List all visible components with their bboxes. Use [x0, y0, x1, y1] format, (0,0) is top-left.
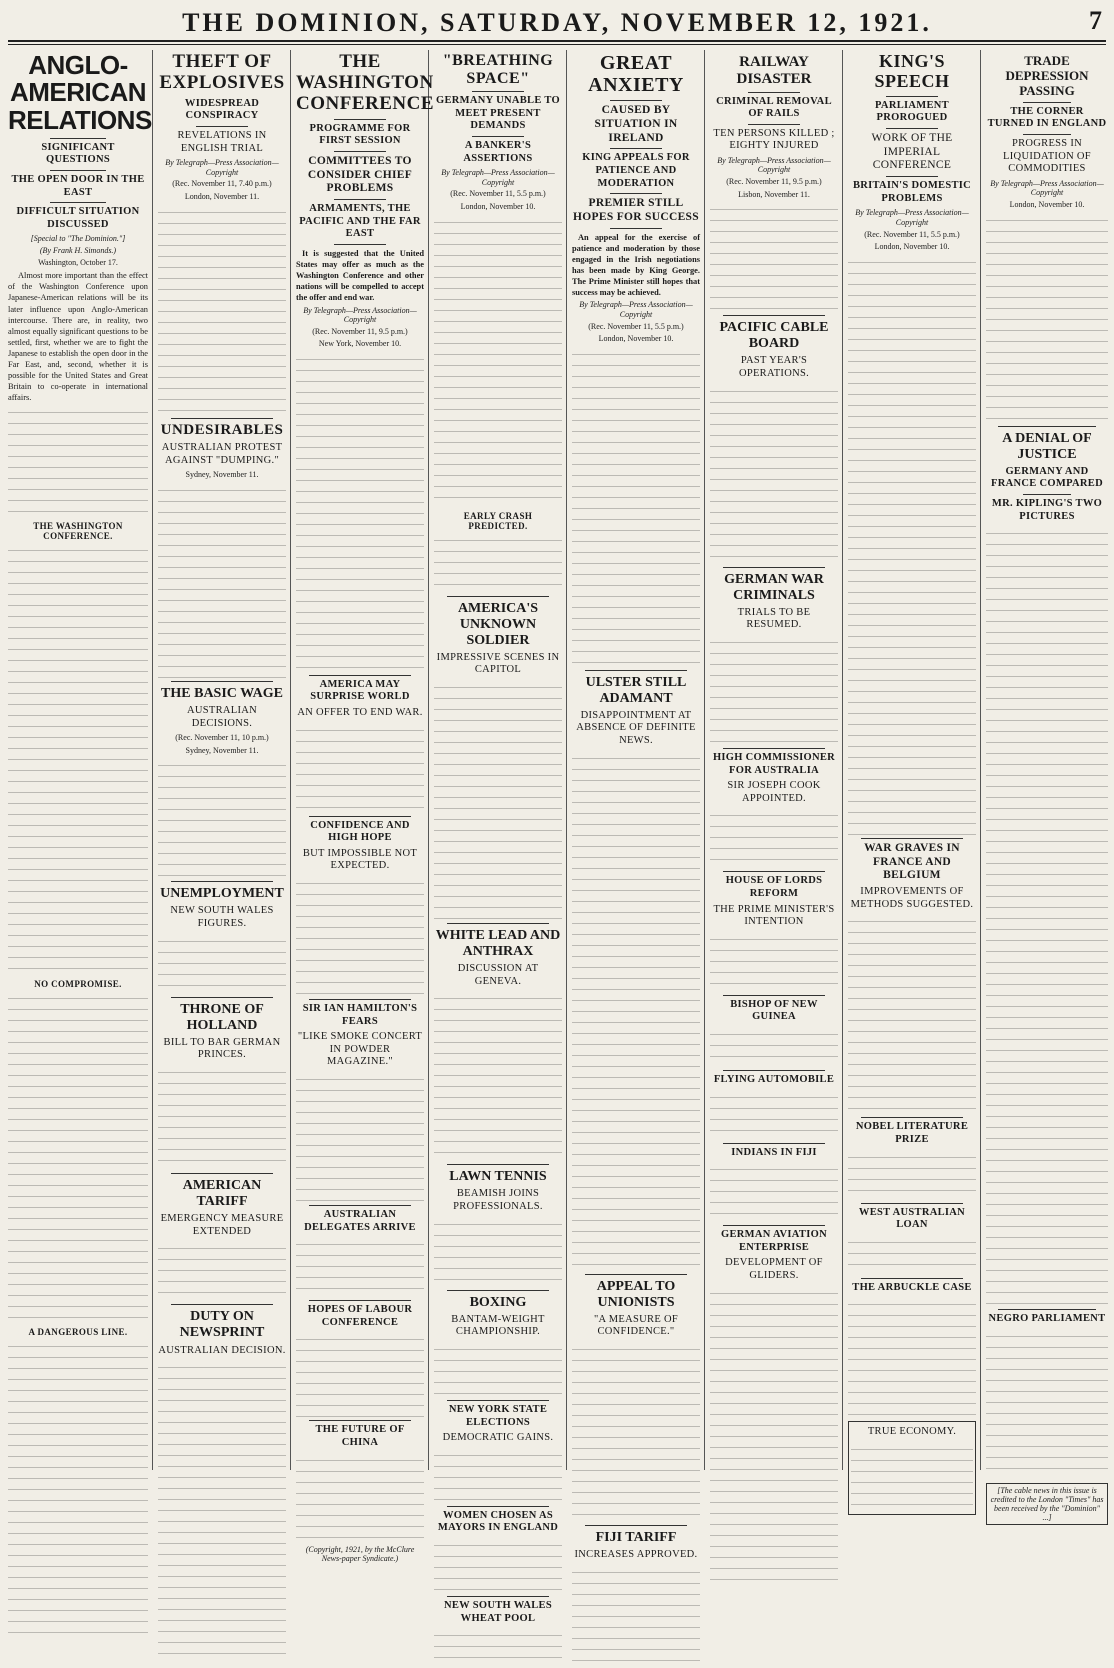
subhead: COMMITTEES TO CONSIDER CHIEF PROBLEMS [307, 154, 413, 195]
article-text-block [8, 543, 148, 973]
column-rule [566, 50, 567, 1470]
subhead: DIFFICULT SITUATION DISCUSSED [16, 206, 140, 230]
article-text-block [986, 213, 1108, 423]
article-text-block [710, 932, 838, 992]
subhead: PREMIER STILL HOPES FOR SUCCESS [573, 197, 699, 223]
article-text-block [158, 1360, 286, 1660]
article-text-block [572, 751, 700, 1271]
headline-flying-automobile: FLYING AUTOMOBILE [713, 1073, 835, 1085]
article-text-block [296, 1237, 424, 1297]
column-1 [4, 50, 152, 1470]
headline-kings-speech: KING'S SPEECH [874, 51, 950, 91]
subhead: IMPROVEMENTS OF METHODS SUGGESTED. [850, 886, 974, 910]
subhead: PARLIAMENT PROROGUED [875, 99, 949, 124]
subhead: ARMAMENTS, THE PACIFIC AND THE FAR EAST [299, 203, 421, 240]
headline-australian-delegates: AUSTRALIAN DELEGATES ARRIVE [304, 1209, 416, 1233]
byline: (By Frank H. Simonds.) [39, 246, 117, 256]
section-heading: EARLY CRASH PREDICTED. [463, 510, 533, 531]
subhead: MR. KIPLING'S TWO PICTURES [991, 497, 1103, 522]
subhead: BILL TO BAR GERMAN PRINCES. [163, 1036, 281, 1061]
column-rule [704, 50, 705, 1470]
subhead: THE CORNER TURNED IN ENGLAND [987, 105, 1107, 130]
subhead: "A MEASURE OF CONFIDENCE." [593, 1313, 679, 1338]
subhead: AUSTRALIAN DECISIONS. [186, 704, 258, 729]
dateline: Sydney, November 11. [185, 470, 259, 480]
article-text-block [8, 405, 148, 515]
article-text-block [158, 483, 286, 678]
subhead: DISCUSSION AT GENEVA. [457, 963, 539, 987]
headline-indians-in-fiji: INDIANS IN FIJI [731, 1146, 817, 1158]
article-text-block [296, 1332, 424, 1417]
subhead: GERMANY UNABLE TO MEET PRESENT DEMANDS [436, 95, 560, 132]
article-text-block [434, 1538, 562, 1593]
headline-washington-conference: THE WASHINGTON CONFERENCE [296, 51, 435, 114]
subhead: NEW SOUTH WALES FIGURES. [170, 905, 274, 929]
credit-line: By Telegraph—Press Association—Copyright [441, 168, 555, 187]
headline-german-war-criminals: GERMAN WAR CRIMINALS [724, 571, 824, 603]
article-text-block [710, 1027, 838, 1067]
headline-pacific-cable-board: PACIFIC CABLE BOARD [719, 320, 829, 352]
credit-line: [Special to "The Dominion."] [30, 234, 126, 244]
article-text-block [710, 808, 838, 868]
article-text-block [986, 526, 1108, 1306]
subhead: TEN PERSONS KILLED ; EIGHTY INJURED [713, 127, 835, 152]
credit-line: By Telegraph—Press Association—Copyright [717, 155, 831, 175]
headline-west-australian-loan: WEST AUSTRALIAN LOAN [858, 1206, 966, 1231]
subhead: CAUSED BY SITUATION IN IRELAND [594, 104, 678, 144]
newspaper-title: THE DOMINION, SATURDAY, NOVEMBER 12, 1921. [182, 8, 932, 37]
section-heading: THE WASHINGTON CONFERENCE. [33, 521, 123, 542]
article-paragraph: Almost more important than the effect of the Washington Conference upon Japanese-American relations will be its later influence upon Anglo-American intercourse. There are, in reality, two almost equally significant questions to be settled, first, whether we are to fight the Japanese to establish the open door in the Far East, and, second, whether it is possible for the United States and Great Britain to co-operate in international affairs. [8, 271, 148, 403]
headline-lawn-tennis: LAWN TENNIS [449, 1169, 547, 1185]
article-text-block [710, 384, 838, 564]
received-line: (Rec. November 11, 9.5 p.m.) [726, 177, 822, 187]
column-3 [292, 50, 435, 1564]
article-text-block [848, 914, 976, 1114]
article-text-block [710, 1090, 838, 1140]
received-line: (Rec. November 11, 9.5 p.m.) [312, 326, 408, 336]
dateline: Sydney, November 11. [185, 745, 259, 755]
subhead: PROGRAMME FOR FIRST SESSION [309, 122, 411, 147]
headline-anglo-american: ANGLO-AMERICAN RELATIONS [8, 50, 152, 135]
subhead: A BANKER'S ASSERTIONS [463, 139, 533, 164]
headline-great-anxiety: GREAT ANXIETY [588, 52, 684, 96]
subhead: TRIALS TO BE RESUMED. [737, 606, 811, 631]
section-heading: NO COMPROMISE. [34, 979, 122, 990]
headline-america-may-surprise: AMERICA MAY SURPRISE WORLD [310, 678, 410, 703]
headline-arbuckle-case: THE ARBUCKLE CASE [852, 1281, 972, 1293]
credit-line: By Telegraph—Press Association—Copyright [579, 300, 693, 319]
headline-confidence-and-high-hope: CONFIDENCE AND HIGH HOPE [310, 819, 410, 844]
column-6 [706, 50, 842, 1470]
subhead: IMPRESSIVE SCENES IN CAPITOL [436, 651, 560, 676]
headline-new-york-elections: NEW YORK STATE ELECTIONS [448, 1403, 548, 1428]
article-text-block [848, 1150, 976, 1200]
masthead-rule [8, 40, 1106, 42]
subhead: DEMOCRATIC GAINS. [442, 1432, 554, 1444]
subhead: PROGRESS IN LIQUIDATION OF COMMODITIES [1003, 138, 1091, 175]
headline-fiji-tariff: FIJI TARIFF [595, 1530, 677, 1546]
headline-house-of-lords: HOUSE OF LORDS REFORM [725, 875, 823, 899]
column-rule [980, 50, 981, 1470]
subhead: WORK OF THE IMPERIAL CONFERENCE [871, 131, 953, 172]
headline-ulster-adamant: ULSTER STILL ADAMANT [585, 674, 687, 706]
headline-appeal-to-unionists: APPEAL TO UNIONISTS [596, 1278, 676, 1310]
column-rule [152, 50, 153, 1470]
received-line: (Rec. November 11, 5.5 p.m.) [588, 321, 684, 331]
ad-text-block [851, 1442, 973, 1512]
subhead: BANTAM-WEIGHT CHAMPIONSHIP. [451, 1313, 545, 1338]
article-text-block [296, 876, 424, 996]
article-text-block [848, 1297, 976, 1417]
subhead: WIDESPREAD CONSPIRACY [184, 97, 260, 122]
article-text-block [434, 680, 562, 920]
headline-throne-of-holland: THRONE OF HOLLAND [180, 1001, 264, 1033]
article-text-block [572, 1342, 700, 1522]
article-text-block [296, 352, 424, 672]
article-text-block [434, 1217, 562, 1287]
headline-american-tariff: AMERICAN TARIFF [182, 1177, 262, 1210]
subhead: PAST YEAR'S OPERATIONS. [738, 355, 810, 380]
received-line: (Rec. November 11, 7.40 p.m.) [172, 179, 272, 189]
footnote-box [986, 1483, 1108, 1525]
article-text-block [434, 215, 562, 505]
article-text-block [434, 1342, 562, 1397]
column-8 [982, 50, 1112, 1522]
headline-wheat-pool: NEW SOUTH WALES WHEAT POOL [444, 1599, 552, 1624]
credit-line: By Telegraph—Press Association—Copyright [165, 158, 279, 177]
headline-trade-depression: TRADE DEPRESSION PASSING [1005, 53, 1089, 98]
subhead: INCREASES APPROVED. [574, 1549, 698, 1561]
subhead: GERMANY AND FRANCE COMPARED [991, 465, 1103, 490]
masthead [0, 0, 1114, 44]
article-text-block [158, 934, 286, 994]
article-text-block [986, 1329, 1108, 1479]
headline-sir-ian-hamilton: SIR IAN HAMILTON'S FEARS [302, 1003, 418, 1027]
section-heading: A DANGEROUS LINE. [28, 1327, 128, 1338]
subhead: BUT IMPOSSIBLE NOT EXPECTED. [302, 847, 418, 872]
headline-denial-of-justice: A DENIAL OF JUSTICE [1002, 430, 1092, 462]
article-text-block [848, 1235, 976, 1275]
headline-future-of-china: THE FUTURE OF CHINA [315, 1424, 405, 1448]
headline-high-commissioner: HIGH COMMISSIONER FOR AUSTRALIA [712, 752, 836, 776]
credit-line: By Telegraph—Press Association—Copyright [855, 208, 969, 227]
column-4 [430, 50, 566, 1624]
advertisement-box [848, 1421, 976, 1515]
article-text-block [572, 1565, 700, 1665]
article-text-block [434, 991, 562, 1161]
column-7 [844, 50, 980, 1470]
article-text-block [434, 533, 562, 593]
subhead: BEAMISH JOINS PROFESSIONALS. [453, 1188, 543, 1213]
credit-line: By Telegraph—Press Association—Copyright [990, 178, 1104, 198]
subhead: DEVELOPMENT OF GLIDERS. [725, 1257, 823, 1281]
article-text-block [158, 758, 286, 878]
article-text-block [710, 1286, 838, 1586]
article-text-block [158, 1241, 286, 1301]
article-text-block [710, 635, 838, 745]
dateline: Lisbon, November 11. [738, 189, 810, 199]
article-text-block [710, 202, 838, 312]
headline-duty-on-newsprint: DUTY ON NEWSPRINT [179, 1309, 265, 1341]
headline-women-mayors: WOMEN CHOSEN AS MAYORS IN ENGLAND [437, 1509, 559, 1534]
article-text-block [158, 205, 286, 415]
dateline: Washington, October 17. [38, 257, 118, 267]
masthead-rule-thin [8, 44, 1106, 45]
summary-note: An appeal for the exercise of patience and moderation by those engaged in the Irish negotiations has been made by King George. The Prime Minister still hopes that success may be achieved. [572, 232, 700, 298]
column-2 [154, 50, 290, 1470]
copyright-line: (Copyright, 1921, by the McClure News-paper Syndicate.) [305, 1544, 415, 1564]
summary-note: It is suggested that the United States may offer as much as the Washington Conference and other nations will be compelled to accept the offer and end war. [296, 249, 424, 303]
headline-theft-of-explosives: THEFT OF EXPLOSIVES [159, 51, 285, 93]
article-text-block [572, 347, 700, 667]
article-text-block [296, 1072, 424, 1202]
article-text-block [848, 255, 976, 835]
headline-war-graves: WAR GRAVES IN FRANCE AND BELGIUM [864, 841, 960, 882]
headline-basic-wage: THE BASIC WAGE [161, 685, 283, 701]
subhead: KING APPEALS FOR PATIENCE AND MODERATION [582, 152, 690, 189]
headline-undesirables: UNDESIRABLES [160, 421, 284, 438]
credit-line: By Telegraph—Press Association—Copyright [303, 305, 417, 325]
subhead: SIGNIFICANT QUESTIONS [41, 141, 115, 166]
dateline: London, November 10. [1009, 199, 1085, 209]
headline-negro-parliament: NEGRO PARLIAMENT [988, 1313, 1106, 1325]
received-line: (Rec. November 11, 5.5 p.m.) [864, 229, 960, 239]
article-text-block [8, 991, 148, 1321]
headline-unemployment: UNEMPLOYMENT [160, 886, 284, 902]
subhead: BRITAIN'S DOMESTIC PROBLEMS [852, 180, 972, 204]
headline-railway-disaster: RAILWAY DISASTER [736, 54, 812, 88]
subhead: AUSTRALIAN PROTEST AGAINST "DUMPING." [161, 442, 283, 466]
subhead: DISAPPOINTMENT AT ABSENCE OF DEFINITE NEWS. [576, 709, 696, 747]
dateline: London, November 11. [184, 191, 260, 201]
article-text-block [710, 1162, 838, 1222]
ad-heading: TRUE ECONOMY. [867, 1426, 957, 1438]
dateline: London, November 10. [598, 334, 674, 344]
subhead: AUSTRALIAN DECISION. [158, 1344, 286, 1356]
headline-boxing: BOXING [469, 1294, 527, 1310]
column-rule [428, 50, 429, 1470]
dateline: London, November 10. [874, 242, 950, 252]
headline-bishop-new-guinea: BISHOP OF NEW GUINEA [730, 998, 818, 1023]
dateline: New York, November 10. [318, 339, 402, 349]
article-text-block [296, 1453, 424, 1543]
column-5 [568, 50, 704, 1561]
headline-nobel-prize: NOBEL LITERATURE PRIZE [855, 1121, 969, 1145]
subhead: SIR JOSEPH COOK APPOINTED. [727, 780, 821, 804]
column-rule [290, 50, 291, 1470]
footnote-text: [The cable news in this issue is credited to the London "Times" has been received by the "Dominion" ...] [990, 1485, 1104, 1522]
column-rule [842, 50, 843, 1470]
headline-white-lead: WHITE LEAD AND ANTHRAX [435, 928, 561, 960]
subhead: AN OFFER TO END WAR. [297, 707, 423, 719]
article-text-block [434, 1448, 562, 1503]
dateline: London, November 10. [460, 201, 536, 211]
article-text-block [434, 1628, 562, 1668]
page-number: 7 [1089, 6, 1102, 35]
subhead: "LIKE SMOKE CONCERT IN POWDER MAGAZINE." [297, 1031, 423, 1068]
received-line: (Rec. November 11, 5.5 p.m.) [450, 189, 546, 199]
article-text-block [296, 723, 424, 813]
article-text-block [8, 1339, 148, 1639]
subhead: EMERGENCY MEASURE EXTENDED [160, 1213, 284, 1237]
subhead: CRIMINAL REMOVAL OF RAILS [716, 95, 832, 120]
subhead: THE OPEN DOOR IN THE EAST [11, 174, 145, 198]
headline-breathing-space: "BREATHING SPACE" [442, 52, 554, 87]
headline-unknown-soldier: AMERICA'S UNKNOWN SOLDIER [457, 600, 539, 648]
headline-labour-conference: HOPES OF LABOUR CONFERENCE [307, 1304, 413, 1328]
subhead: REVELATIONS IN ENGLISH TRIAL [177, 129, 267, 154]
headline-german-aviation: GERMAN AVIATION ENTERPRISE [721, 1229, 827, 1253]
article-text-block [158, 1065, 286, 1170]
subhead: THE PRIME MINISTER'S INTENTION [713, 903, 835, 928]
received-line: (Rec. November 11, 10 p.m.) [175, 733, 269, 743]
